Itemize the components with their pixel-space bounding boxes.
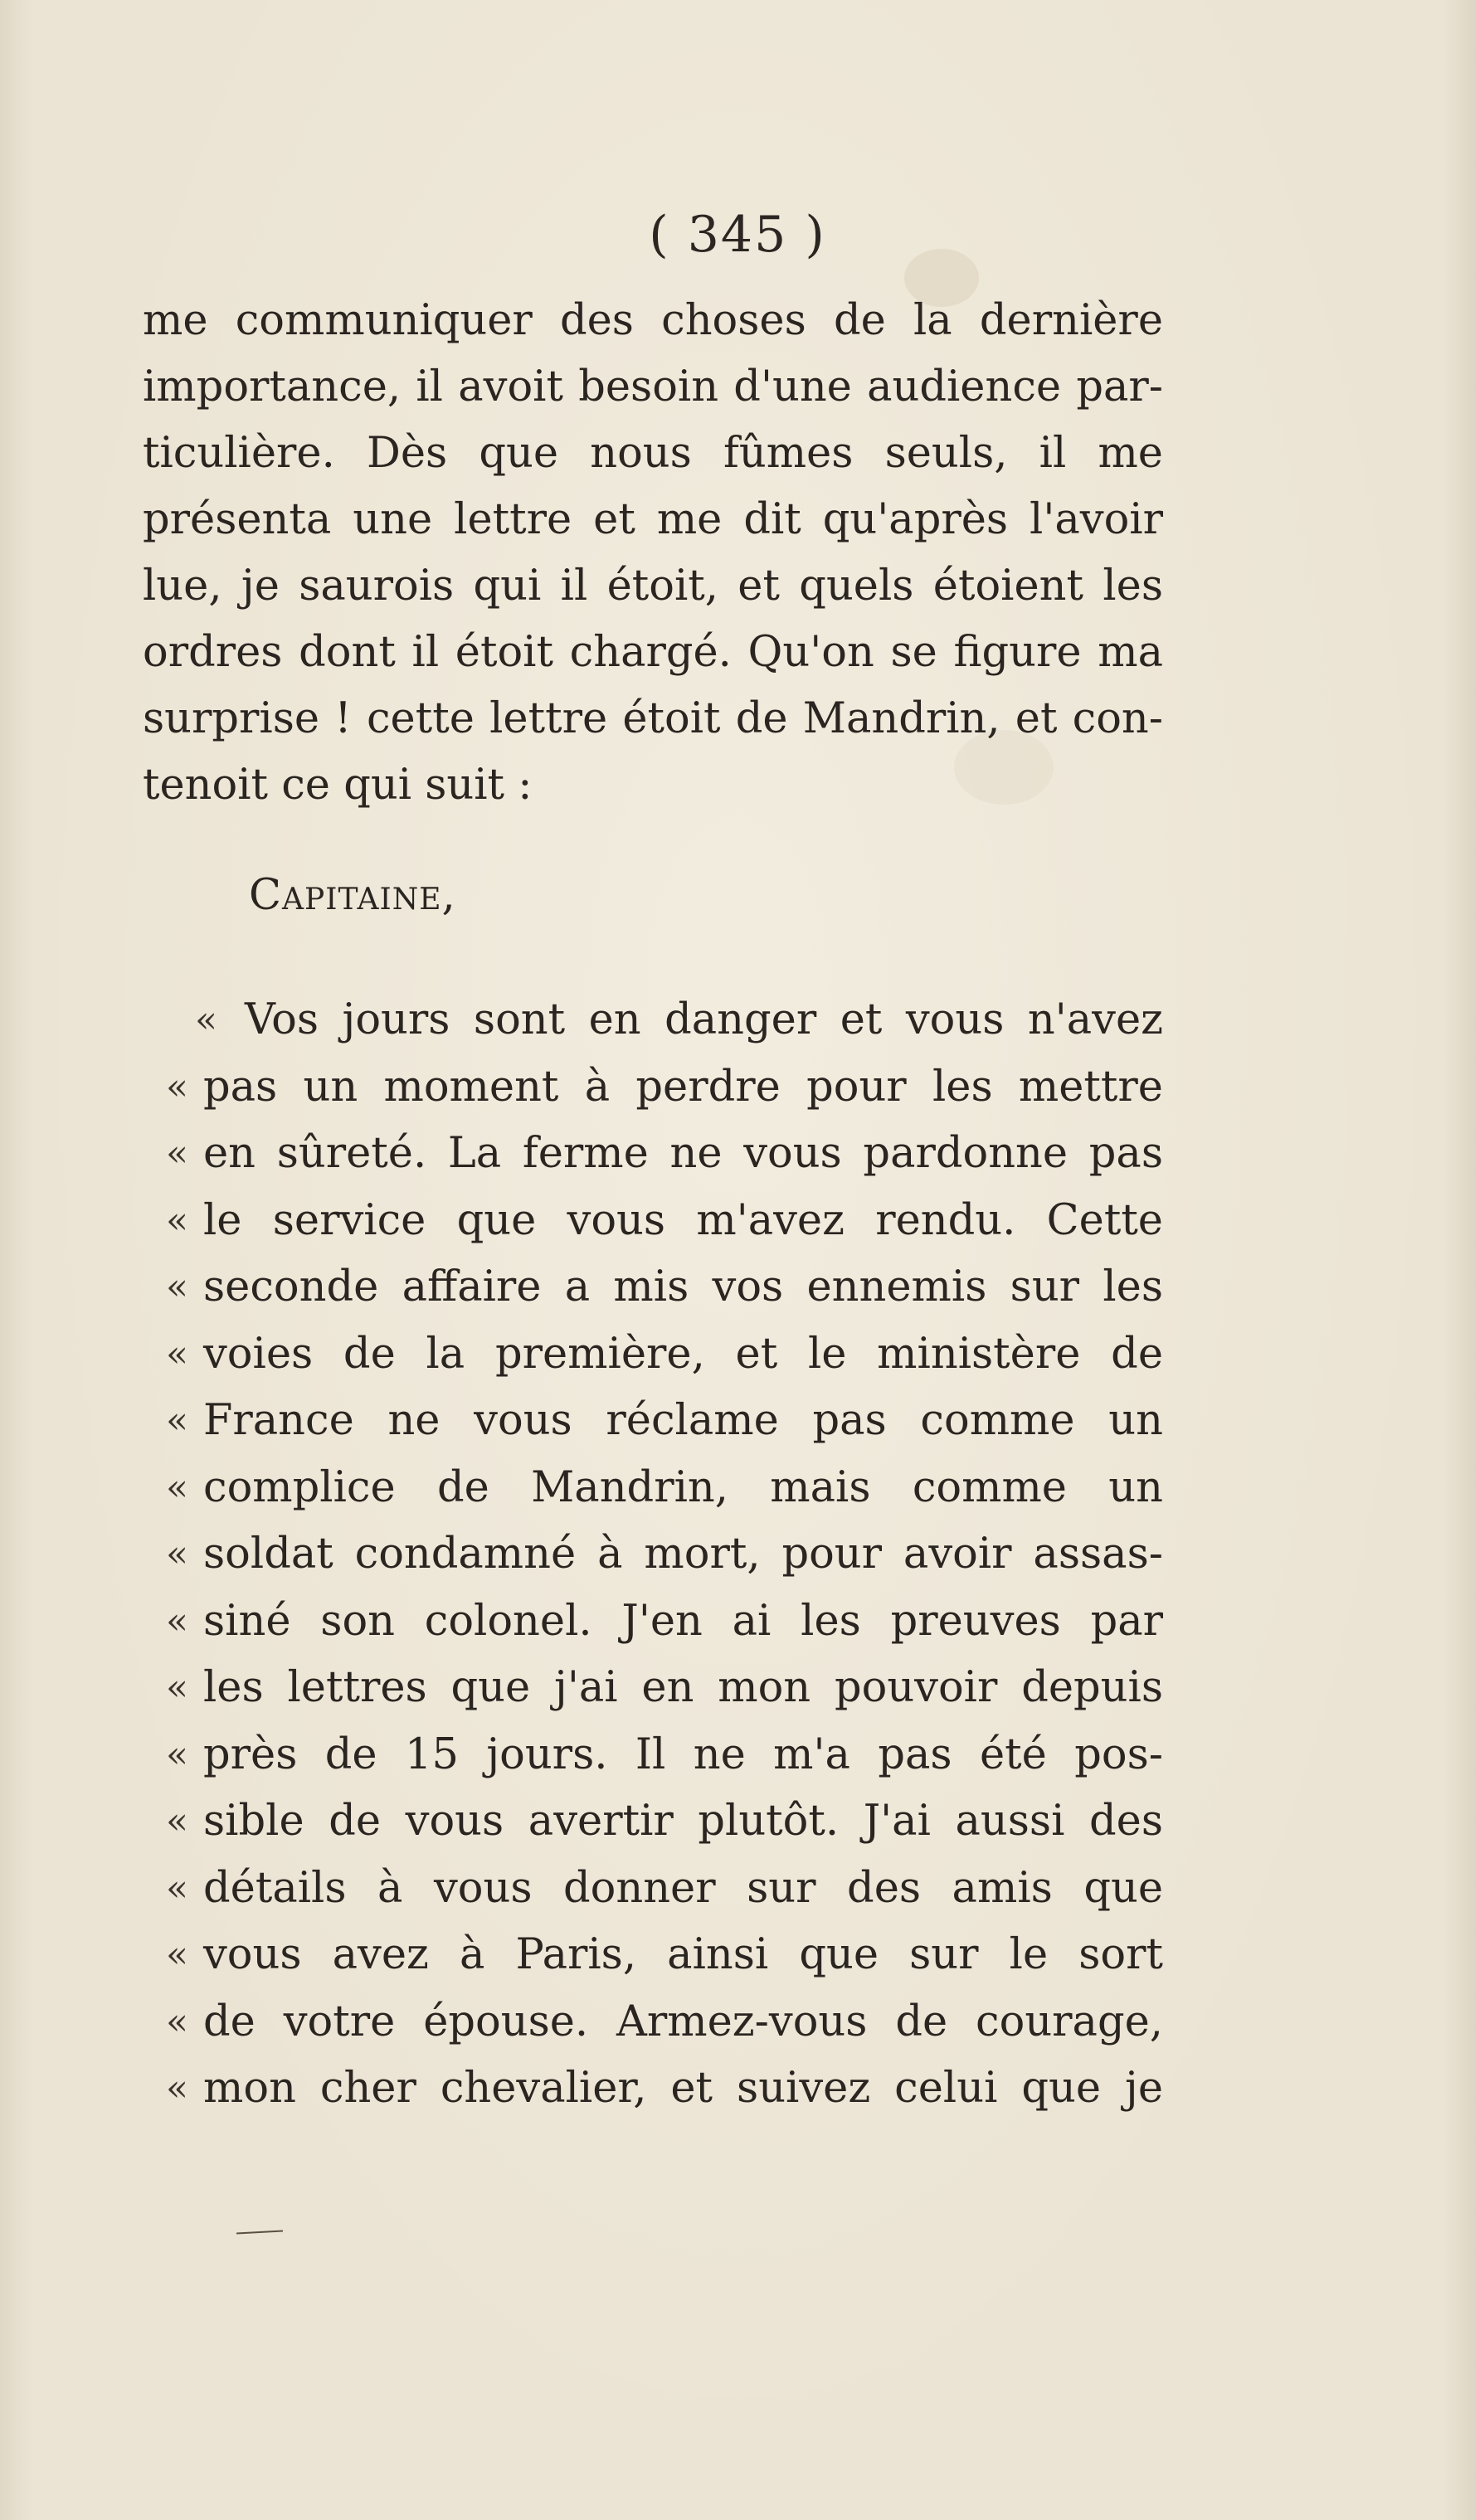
letter-line-text: sible de vous avertir plutôt. J'ai aussi des	[203, 1797, 1163, 1846]
paragraph-line: surprise ! cette lettre étoit de Mandrin, et con-	[143, 694, 1163, 743]
letter-line-text: soldat condamné à mort, pour avoir assas-	[203, 1530, 1163, 1579]
letter-line-text: les lettres que j'ai en mon pouvoir depuis	[203, 1663, 1163, 1712]
letter-line	[166, 1054, 1163, 1121]
quote-mark: «	[166, 1600, 188, 1642]
letter-line	[166, 1121, 1163, 1187]
letter-line-text: détails à vous donner sur des amis que	[203, 1864, 1163, 1913]
paragraph-line: lue, je saurois qui il étoit, et quels étoient les	[143, 562, 1163, 611]
letter-heading: Capitaine,	[249, 871, 456, 920]
quote-mark: «	[166, 1066, 188, 1108]
letter-line	[166, 1856, 1163, 1922]
letter-line-text: pas un moment à perdre pour les mettre	[203, 1063, 1163, 1112]
quote-mark: «	[195, 999, 217, 1041]
letter-line	[166, 1722, 1163, 1788]
paragraph-line: ordres dont il étoit chargé. Qu'on se figure ma	[143, 628, 1163, 677]
quote-mark: «	[166, 1399, 188, 1442]
letter-line-text: vous avez à Paris, ainsi que sur le sort	[203, 1930, 1163, 1979]
letter-line	[166, 1521, 1163, 1588]
quote-mark: «	[166, 1199, 188, 1242]
paragraph-line: ticulière. Dès que nous fûmes seuls, il me	[143, 429, 1163, 478]
paragraph-line: présenta une lettre et me dit qu'après l'avoir	[143, 495, 1163, 544]
letter-line-text: de votre épouse. Armez-vous de courage,	[203, 1997, 1163, 2046]
quote-mark: «	[166, 1533, 188, 1575]
quote-mark: «	[166, 1467, 188, 1509]
paragraph-line: tenoit ce qui suit :	[143, 761, 533, 810]
letter-line-text: en sûreté. La ferme ne vous pardonne pas	[203, 1129, 1163, 1178]
letter-line-text: voies de la première, et le ministère de	[203, 1330, 1163, 1379]
letter-line	[166, 1922, 1163, 1988]
page-number: ( 345 )	[649, 206, 826, 264]
letter-line-text: seconde affaire a mis vos ennemis sur les	[203, 1262, 1163, 1311]
quote-mark: «	[166, 1132, 188, 1175]
paragraph-line: importance, il avoit besoin d'une audience par-	[143, 362, 1163, 411]
quote-mark: «	[166, 1333, 188, 1375]
letter-line	[166, 1188, 1163, 1254]
quote-mark: «	[166, 2067, 188, 2109]
letter-line	[166, 1788, 1163, 1855]
letter-line	[166, 2055, 1163, 2122]
letter-line-text: France ne vous réclame pas comme un	[203, 1396, 1163, 1445]
letter-line	[166, 1989, 1163, 2055]
quote-mark: «	[166, 1666, 188, 1709]
letter-line-text: mon cher chevalier, et suivez celui que je	[203, 2064, 1163, 2113]
quote-mark: «	[166, 1934, 188, 1976]
quote-mark: «	[166, 1867, 188, 1909]
letter-line	[166, 1254, 1163, 1321]
quote-mark: «	[166, 2001, 188, 2043]
letter-line-text: Vos jours sont en danger et vous n'avez	[245, 995, 1163, 1044]
paragraph-line: me communiquer des choses de la dernière	[143, 296, 1163, 345]
letter-line	[166, 1588, 1163, 1655]
letter-line	[166, 987, 1163, 1053]
quote-mark: «	[166, 1734, 188, 1776]
letter-line	[166, 1455, 1163, 1521]
quote-mark: «	[166, 1266, 188, 1308]
letter-line	[166, 1655, 1163, 1721]
letter-line-text: complice de Mandrin, mais comme un	[203, 1463, 1163, 1512]
letter-line-text: le service que vous m'avez rendu. Cette	[203, 1196, 1163, 1245]
letter-line	[166, 1321, 1163, 1388]
quote-mark: «	[166, 1800, 188, 1842]
letter-line	[166, 1388, 1163, 1454]
letter-line-text: siné son colonel. J'en ai les preuves par	[203, 1597, 1163, 1646]
letter-line-text: près de 15 jours. Il ne m'a pas été pos-	[203, 1730, 1163, 1779]
